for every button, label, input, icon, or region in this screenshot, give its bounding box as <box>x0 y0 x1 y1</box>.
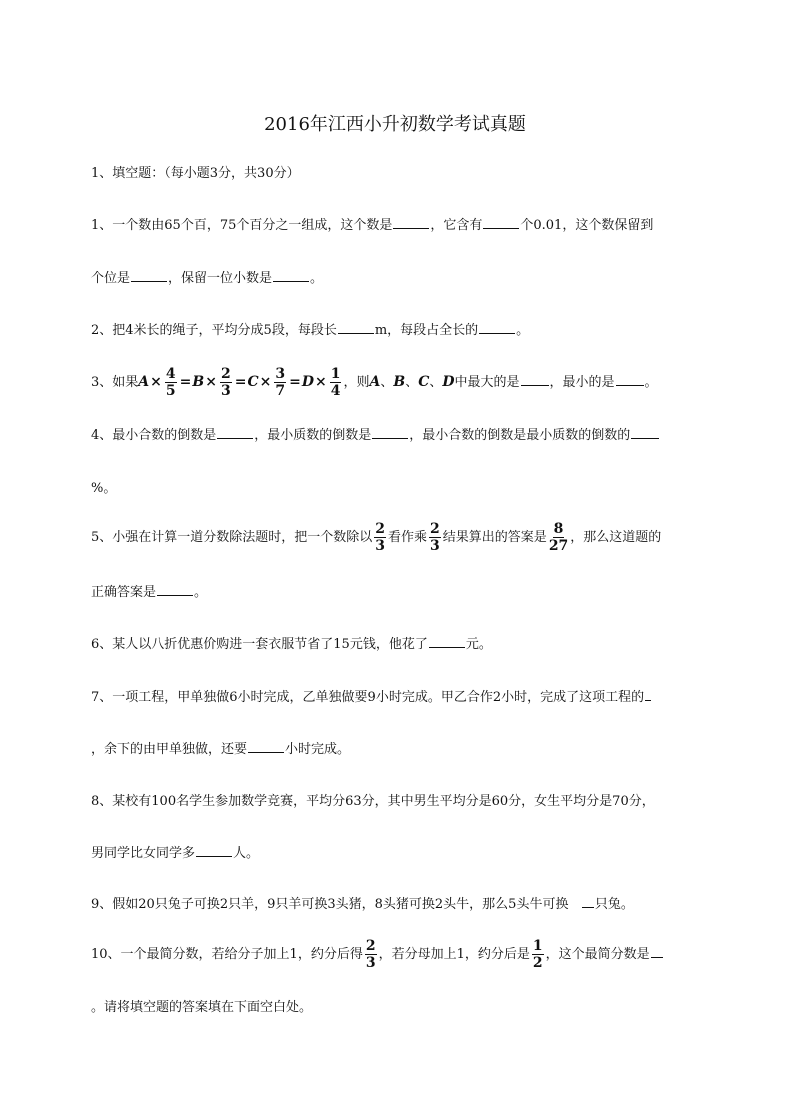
numerator: 4 <box>165 366 176 382</box>
var-c: C <box>247 374 259 390</box>
var-a: A <box>138 374 150 390</box>
separator: 、 <box>429 375 443 390</box>
numerator: 1 <box>532 938 543 954</box>
q5-text-a: 5、小强在计算一道分数除法题时，把一个数除以 <box>91 530 373 545</box>
numerator: 8 <box>553 521 564 537</box>
question-1-line-2 <box>91 269 710 289</box>
numerator: 3 <box>275 366 286 382</box>
question-8-line-1 <box>91 792 710 812</box>
q3-text-e: ，最小的是 <box>549 375 615 390</box>
q2-text-b: m，每段占全长的 <box>374 323 479 338</box>
fraction-8-27 <box>549 521 568 554</box>
q3-text-a: 3、如果 <box>91 375 139 390</box>
section-heading <box>91 164 710 184</box>
answer-blank[interactable] <box>248 740 284 753</box>
fraction-2-3 <box>374 521 386 554</box>
question-7-line-1 <box>91 688 710 708</box>
q10-text-d: 。请将填空题的答案填在下面空白处。 <box>91 1000 313 1015</box>
denominator: 3 <box>375 538 386 554</box>
fraction-2-3 <box>429 521 441 554</box>
q8-text-c: 人。 <box>233 846 260 861</box>
fraction-3-7 <box>274 366 286 399</box>
q3-text-f: 。 <box>644 375 658 390</box>
answer-blank[interactable] <box>273 269 309 282</box>
q5-text-d: ，那么这道题的 <box>570 530 662 545</box>
q10-text-c: ，这个最简分数是 <box>545 947 650 962</box>
q9-text-b: 只兔。 <box>594 897 634 912</box>
q2-text-c: 。 <box>516 323 530 338</box>
fraction-1-4 <box>330 366 342 399</box>
separator: 、 <box>380 375 394 390</box>
q1-text-c: 个0.01，这个数保留到 <box>520 218 654 233</box>
question-9 <box>91 895 710 915</box>
answer-blank[interactable] <box>217 426 253 439</box>
numerator: 1 <box>330 366 341 382</box>
q4-text-d: %。 <box>91 481 117 496</box>
denominator: 2 <box>532 955 543 971</box>
question-6 <box>91 635 710 655</box>
var-c: C <box>418 374 430 390</box>
q1-text-d: 个位是 <box>91 271 131 286</box>
denominator: 3 <box>220 383 231 399</box>
q5-text-f: 。 <box>194 585 208 600</box>
numerator: 2 <box>365 938 376 954</box>
answer-blank[interactable] <box>483 216 519 229</box>
q3-text-b: ，则 <box>343 375 370 390</box>
q4-text-a: 4、最小合数的倒数是 <box>91 428 217 443</box>
var-d: D <box>442 374 455 390</box>
fraction-4-5 <box>165 366 177 399</box>
q10-text-a: 10、一个最简分数，若给分子加上1，约分后得 <box>91 947 363 962</box>
q8-text-b: 男同学比女同学多 <box>91 846 196 861</box>
var-d: D <box>301 374 314 390</box>
q4-text-b: ，最小质数的倒数是 <box>254 428 372 443</box>
answer-blank[interactable] <box>131 269 167 282</box>
question-10-line-1 <box>91 937 710 973</box>
denominator: 3 <box>365 955 376 971</box>
answer-blank[interactable] <box>372 426 408 439</box>
q3-text-d: 中最大的是 <box>454 375 520 390</box>
fraction-2-3 <box>365 938 377 971</box>
page-title: 2016年江西小升初数学考试真题 <box>264 114 526 135</box>
numerator: 2 <box>375 521 386 537</box>
question-4-line-2 <box>91 479 710 499</box>
denominator: 27 <box>548 538 569 554</box>
section-text: 1、填空题：（每小题3分，共30分） <box>91 166 300 181</box>
equals-sign: = <box>289 374 301 390</box>
var-b: B <box>393 374 406 390</box>
q5-text-e: 正确答案是 <box>91 585 157 600</box>
denominator: 5 <box>165 383 176 399</box>
denominator: 3 <box>430 538 440 554</box>
answer-blank[interactable] <box>645 688 651 701</box>
q10-text-b: ，若分母加上1，约分后是 <box>378 947 530 962</box>
question-1-line-1 <box>91 216 710 236</box>
q7-text-c: 小时完成。 <box>285 742 351 757</box>
answer-blank[interactable] <box>651 945 663 958</box>
q9-text-a: 9、假如20只兔子可换2只羊，9只羊可换3头猪，8头猪可换2头牛，那么5头牛可换 <box>91 897 569 912</box>
q1-text-e: ，保留一位小数是 <box>168 271 273 286</box>
answer-blank[interactable] <box>157 583 193 596</box>
answer-blank[interactable] <box>338 321 374 334</box>
question-7-line-2 <box>91 740 710 760</box>
question-5-line-1 <box>91 520 710 556</box>
question-4-line-1 <box>91 426 710 446</box>
answer-blank[interactable] <box>582 895 594 908</box>
question-2 <box>91 321 710 341</box>
question-8-line-2 <box>91 844 710 864</box>
fraction-1-2 <box>532 938 544 971</box>
answer-blank[interactable] <box>631 426 659 439</box>
q4-text-c: ，最小合数的倒数是最小质数的倒数的 <box>409 428 631 443</box>
question-10-line-2 <box>91 998 710 1018</box>
q5-text-b: 看作乘 <box>388 530 428 545</box>
q1-text-b: ，它含有 <box>430 218 483 233</box>
equals-sign: = <box>234 374 247 390</box>
question-5-line-2 <box>91 583 710 603</box>
q1-text-a: 1、一个数由65个百，75个百分之一组成，这个数是 <box>91 218 393 233</box>
q7-text-a: 7、一项工程，甲单独做6小时完成，乙单独做要9小时完成。甲乙合作2小时，完成了这项工程的 <box>91 690 645 705</box>
numerator: 2 <box>430 521 440 537</box>
denominator: 7 <box>275 383 286 399</box>
q5-text-c: 结果算出的答案是 <box>442 530 547 545</box>
var-b: B <box>192 374 205 390</box>
answer-blank[interactable] <box>521 373 549 386</box>
var-a: A <box>369 374 381 390</box>
answer-blank[interactable] <box>429 635 465 648</box>
q1-text-f: 。 <box>310 271 324 286</box>
fraction-2-3 <box>220 366 232 399</box>
equals-sign: = <box>179 374 192 390</box>
times-sign: × <box>314 374 327 390</box>
denominator: 4 <box>330 383 341 399</box>
answer-blank[interactable] <box>616 373 644 386</box>
answer-blank[interactable] <box>479 321 515 334</box>
q6-text-b: 元。 <box>465 637 492 652</box>
q7-text-b: ，余下的由甲单独做，还要 <box>91 742 248 757</box>
times-sign: × <box>150 374 162 390</box>
numerator: 2 <box>220 366 231 382</box>
times-sign: × <box>205 374 217 390</box>
q2-text-a: 2、把4米长的绳子，平均分成5段，每段长 <box>91 323 337 338</box>
answer-blank[interactable] <box>196 844 232 857</box>
separator: 、 <box>405 375 419 390</box>
question-3 <box>91 364 710 401</box>
q8-text-a: 8、某校有100名学生参加数学竞赛，平均分63分，其中男生平均分是60分，女生平均分是70分， <box>91 794 655 809</box>
times-sign: × <box>259 374 272 390</box>
answer-blank[interactable] <box>393 216 429 229</box>
q6-text-a: 6、某人以八折优惠价购进一套衣服节省了15元钱，他花了 <box>91 637 428 652</box>
